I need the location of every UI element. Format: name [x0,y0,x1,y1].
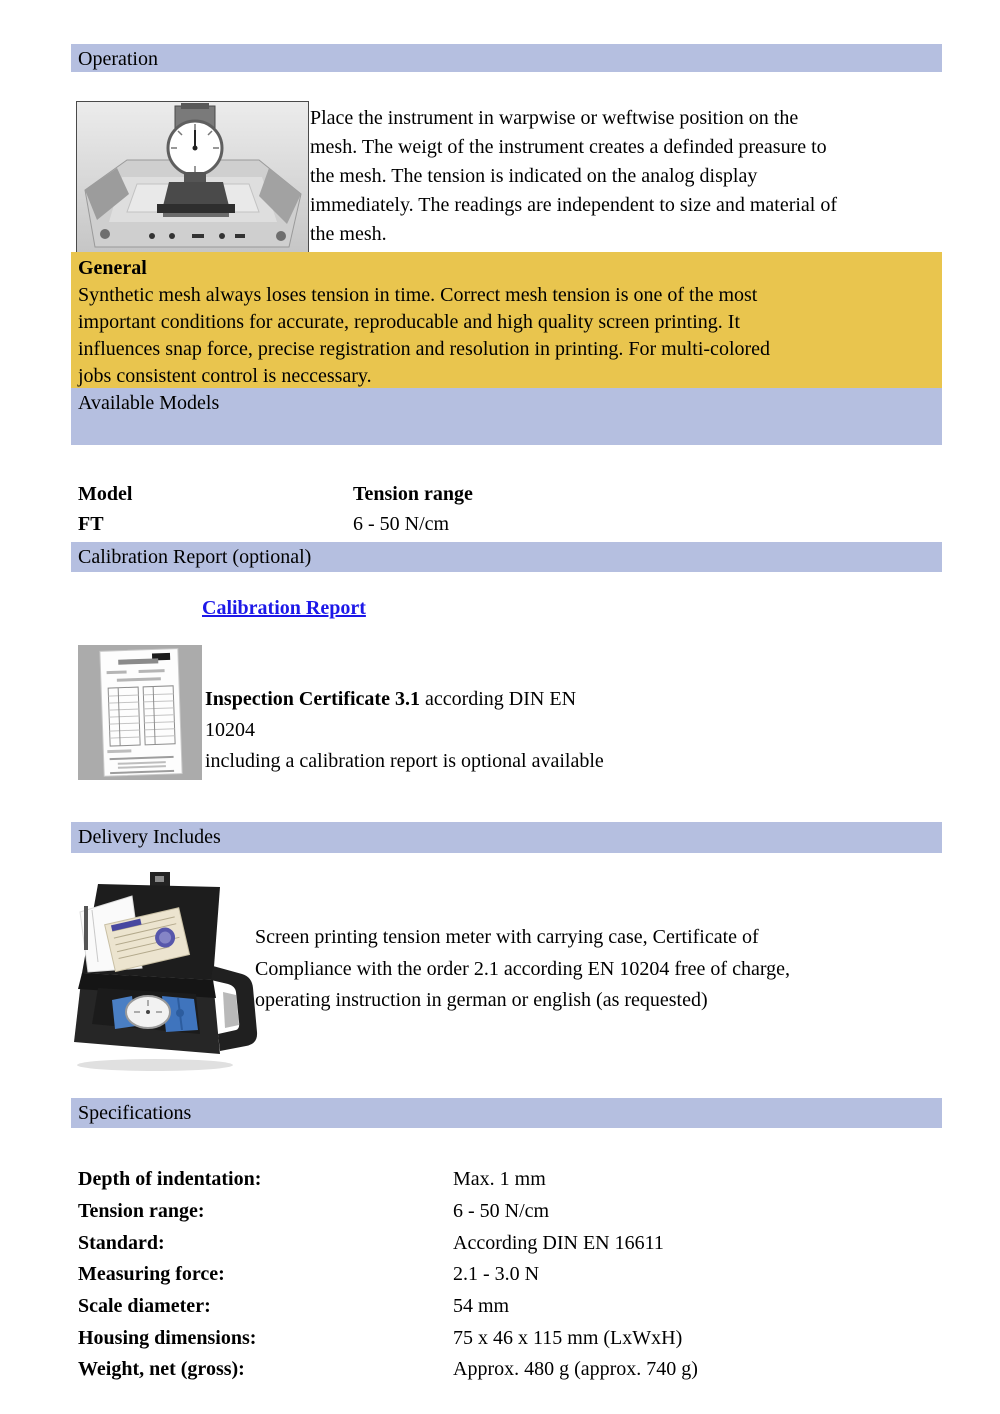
models-table [78,479,938,539]
delivery-line: Screen printing tension meter with carrying case, Certificate of [255,926,759,948]
spec-label: Measuring force: [78,1263,225,1286]
operation-line: Place the instrument in warpwise or weftwise position on the [310,107,799,129]
section-title: Operation [78,48,158,70]
spec-value: According DIN EN 16611 [453,1231,664,1254]
tension-range-cell: 6 - 50 N/cm [353,513,450,535]
certificate-line2: 10204 [205,719,255,741]
delivery-line: Compliance with the order 2.1 according EN 10204 free of charge, [255,957,790,980]
calibration-certificate-photo [78,645,202,780]
table-row [78,1354,938,1386]
certificate-heading-rest: according DIN EN [419,688,577,710]
spec-label: Standard: [78,1231,165,1254]
certificate-line3: including a calibration report is optional available [205,750,604,772]
carrying-case-photo [70,870,265,1075]
tension-meter-photo [76,101,309,253]
specifications-table [78,1164,938,1386]
operation-line: the mesh. The tension is indicated on the analog display [310,165,758,187]
section-header-available-models [71,388,942,445]
spec-value: Max. 1 mm [453,1168,546,1191]
spec-value: Approx. 480 g (approx. 740 g) [453,1358,698,1381]
delivery-line: operating instruction in german or english (as requested) [255,989,708,1011]
spec-value: 2.1 - 3.0 N [453,1263,540,1286]
general-line: important conditions for accurate, reproducable and high quality screen printing. It [78,311,741,333]
spec-label: Depth of indentation: [78,1168,262,1191]
general-title: General [78,257,147,279]
operation-line: the mesh. [310,223,387,245]
section-header-operation [71,44,942,72]
spec-value: 75 x 46 x 115 mm (LxWxH) [453,1326,683,1349]
operation-line: mesh. The weigt of the instrument creates a definded preasure to [310,136,827,158]
table-row [78,509,938,539]
carrying-case-illustration [70,870,265,1075]
model-name-cell: FT [78,513,104,535]
spec-label: Tension range: [78,1200,205,1223]
section-header-calibration-report [71,542,942,572]
table-row [78,1291,938,1323]
general-line: jobs consistent control is neccessary. [78,365,372,387]
table-row [78,1164,938,1196]
spec-label: Housing dimensions: [78,1326,257,1349]
spec-label: Scale diameter: [78,1295,211,1318]
spec-value: 54 mm [453,1295,510,1318]
delivery-description [255,922,790,1017]
table-row [78,1227,938,1259]
spec-label: Weight, net (gross): [78,1358,245,1381]
models-header-tension-range: Tension range [353,483,473,505]
operation-description [310,104,837,249]
models-header-row [78,479,938,509]
general-line: Synthetic mesh always loses tension in time. Correct mesh tension is one of the most [78,284,758,306]
certificate-heading-line [205,684,705,715]
general-line: influences snap force, precise registration and resolution in printing. For multi-colored [78,338,771,360]
certificate-description [205,684,705,777]
table-row [78,1259,938,1291]
certificate-heading-bold: Inspection Certificate 3.1 [205,688,420,710]
certificate-illustration [78,645,202,780]
table-row [78,1196,938,1228]
table-row [78,1322,938,1354]
section-title: Specifications [78,1102,192,1124]
calibration-report-link[interactable]: Calibration Report [202,597,366,619]
spec-value: 6 - 50 N/cm [453,1200,550,1223]
models-header-model: Model [78,483,133,505]
section-title: Delivery Includes [78,826,221,848]
section-title: Calibration Report (optional) [78,546,312,568]
operation-line: immediately. The readings are independent to size and material of [310,194,838,216]
tension-meter-illustration [77,102,308,252]
general-highlight-box [71,252,942,388]
section-title: Available Models [78,392,220,414]
section-header-delivery-includes [71,822,942,853]
section-header-specifications [71,1098,942,1128]
